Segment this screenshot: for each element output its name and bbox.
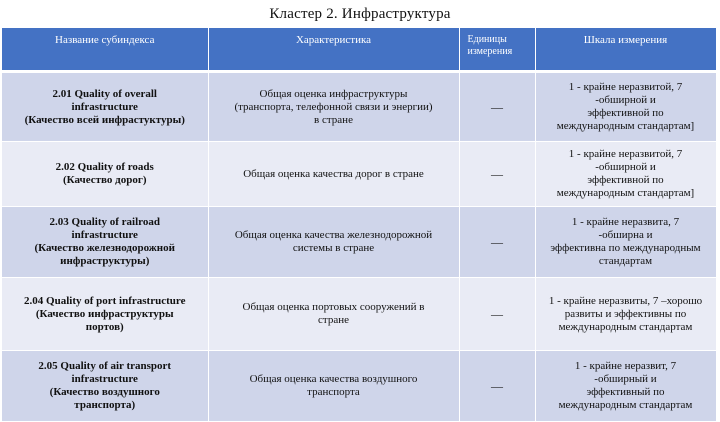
header-units-line2: измерения	[467, 46, 513, 57]
subindex-scale-line: эффективной по	[587, 107, 664, 119]
table-row	[2, 278, 716, 351]
subindex-scale	[535, 142, 716, 207]
subindex-scale-line: эффективной по	[587, 174, 664, 186]
subindex-scale-line: стандартам	[598, 255, 653, 267]
subindex-name-line: (Качество дорог)	[62, 174, 147, 186]
subindex-name-line: (Качество инфраструктуры	[35, 307, 174, 320]
subindex-name	[2, 72, 208, 142]
subindex-scale-line: -обширный и	[594, 373, 657, 385]
subindex-scale-line: международным стандартам	[558, 320, 693, 333]
subindex-name-line: инфраструктуры)	[60, 255, 150, 267]
subindex-scale-line: 1 - крайне неразвитой, 7	[568, 81, 683, 93]
subindex-description	[208, 278, 459, 351]
subindex-name-line: транспорта)	[74, 399, 136, 411]
subindex-scale-line: -обширна и	[598, 229, 653, 241]
subindex-description	[208, 351, 459, 422]
subindex-description-line: транспорта	[307, 386, 360, 398]
subindex-description	[208, 207, 459, 278]
header-units	[459, 28, 535, 72]
subindex-description-line: Общая оценка инфраструктуры	[259, 87, 408, 100]
subindex-description-line: Общая оценка качества железнодорожной	[234, 229, 433, 241]
subindex-description-line: Общая оценка качества воздушного	[249, 373, 418, 385]
subindex-name-line: портов)	[85, 320, 124, 333]
subindex-unit: —	[459, 72, 535, 142]
header-scale: Шкала измерения	[535, 28, 716, 72]
subindex-unit: —	[459, 142, 535, 207]
subindex-name-line: (Качество всей инфрастуктуры)	[24, 113, 185, 126]
subindex-name-line: infrastructure	[71, 373, 138, 385]
subindex-name-line: (Качество воздушного	[49, 386, 160, 398]
subindex-scale-line: 1 - крайне неразвит, 7	[574, 360, 677, 372]
subindex-description-line: стране	[318, 314, 349, 326]
subindex-name-line: 2.05 Quality of air transport	[38, 360, 172, 372]
subindex-scale-line: международным стандартам]	[556, 187, 695, 199]
subindex-description-line: Общая оценка портовых сооружений в	[242, 301, 425, 313]
header-subindex-name: Название субиндекса	[2, 28, 208, 72]
subindex-unit: —	[459, 278, 535, 351]
subindex-name-line: 2.03 Quality of railroad	[49, 216, 160, 228]
subindex-scale-line: 1 - крайне неразвитой, 7	[568, 148, 683, 160]
subindex-name-line: infrastructure	[71, 229, 138, 241]
subindex-scale-line: международным стандартам]	[556, 120, 695, 132]
subindex-scale-line: -обширной и	[595, 161, 656, 173]
subindex-description	[208, 72, 459, 142]
subindex-table	[2, 28, 717, 422]
table-header-row	[2, 28, 716, 72]
table-row	[2, 142, 716, 207]
subindex-scale-line: эффективна по международным	[550, 242, 701, 254]
subindex-scale-line: 1 - крайне неразвита, 7	[571, 216, 680, 228]
subindex-scale	[535, 207, 716, 278]
subindex-scale	[535, 278, 716, 351]
subindex-scale-line: -обширной и	[595, 94, 656, 106]
table-row	[2, 207, 716, 278]
subindex-name-line: (Качество железнодорожной	[34, 242, 175, 254]
subindex-name	[2, 351, 208, 422]
subindex-scale	[535, 72, 716, 142]
subindex-scale-line: развиты и эффективны по	[564, 307, 687, 320]
subindex-description-line: системы в стране	[292, 242, 375, 254]
slide-title: Кластер 2. Инфраструктура	[269, 6, 451, 22]
subindex-unit: —	[459, 351, 535, 422]
subindex-description	[208, 142, 459, 207]
subindex-description-line: Общая оценка качества дорог в стране	[243, 167, 424, 180]
subindex-name-line: 2.04 Quality of port infrastructure	[24, 294, 186, 307]
subindex-name-line: 2.02 Quality of roads	[55, 161, 154, 173]
subindex-scale	[535, 351, 716, 422]
subindex-scale-line: международным стандартам	[558, 399, 693, 411]
header-description: Характеристика	[208, 28, 459, 72]
subindex-unit: —	[459, 207, 535, 278]
subindex-name	[2, 142, 208, 207]
subindex-name	[2, 207, 208, 278]
subindex-scale-line: 1 - крайне неразвиты, 7 –хорошо	[548, 294, 703, 307]
subindex-scale-line: эффективный по	[586, 386, 665, 398]
subindex-name	[2, 278, 208, 351]
header-units-line1: Единицы	[467, 34, 507, 45]
subindex-description-line: (транспорта, телефонной связи и энергии)	[234, 100, 433, 113]
subindex-description-line: в стране	[314, 113, 353, 126]
table-row	[2, 351, 716, 422]
subindex-name-line: infrastructure	[71, 100, 138, 113]
subindex-name-line: 2.01 Quality of overall	[52, 87, 157, 100]
table-row	[2, 72, 716, 142]
